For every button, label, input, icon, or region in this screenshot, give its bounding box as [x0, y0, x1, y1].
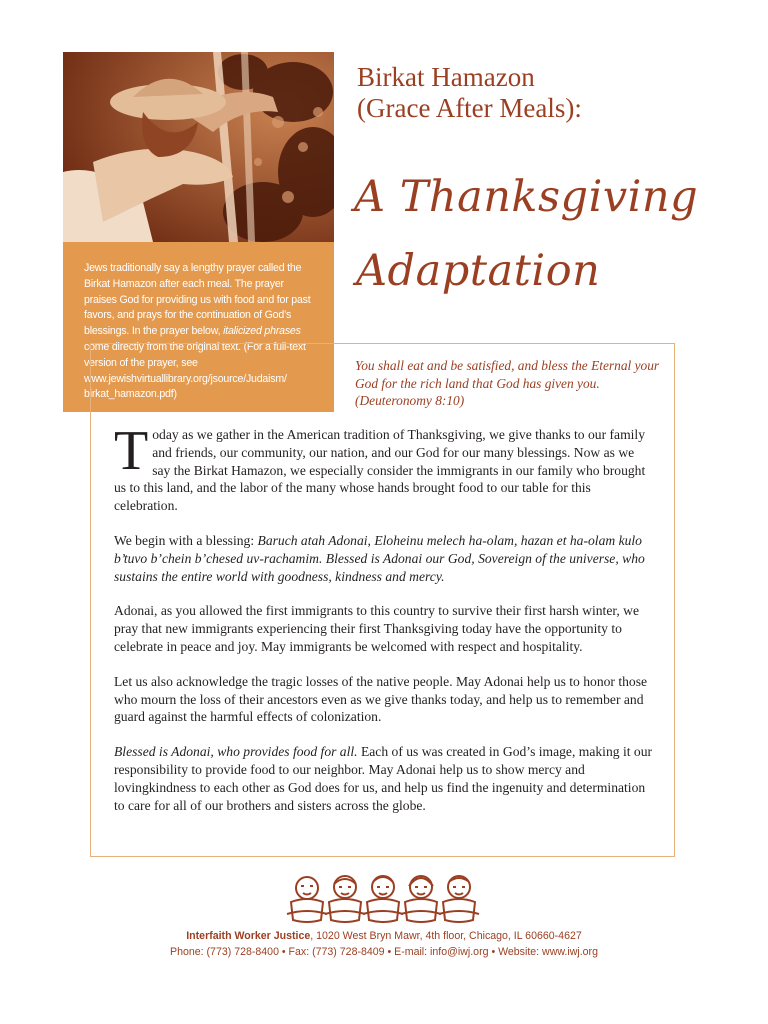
title-line-2: (Grace After Meals): [357, 93, 582, 123]
farmworker-photo [63, 52, 334, 242]
footer-address: , 1020 West Bryn Mawr, 4th floor, Chicago, IL 60660-4627 [310, 930, 582, 942]
page-title [357, 62, 687, 124]
script-title-line-2: Adaptation [356, 246, 601, 296]
prayer-body [114, 420, 654, 831]
script-title-line-1: A Thanksgiving [354, 172, 699, 222]
paragraph-2 [114, 532, 654, 585]
title-line-1: Birkat Hamazon [357, 62, 535, 92]
paragraph-1 [114, 420, 654, 515]
footer-contact: Phone: (773) 728-8400 • Fax: (773) 728-8409 • E-mail: info@iwj.org • Website: www.iwj.org [170, 945, 598, 958]
footer-org-name: Interfaith Worker Justice [186, 930, 311, 942]
footer-address-line [0, 929, 768, 945]
footer [0, 929, 768, 960]
caption-text-continued: come directly from the original text. (For a full-text version of the prayer, see www.jewishvirtuallibrary.org/jsource/Judaism/ birkat_hamazon.pdf) [84, 340, 306, 401]
drop-cap: T [114, 420, 149, 482]
caption-italic-text: italicized phrases [223, 325, 301, 338]
iwj-logo-figures [285, 872, 483, 928]
paragraph-3: Adonai, as you allowed the first immigrants to this country to survive their first harsh winter, we pray that new immigrants experiencing their first Thanksgiving today have the opportunity to celebrate in peace and joy. May immigrants be welcomed with respect and hospitality. [114, 603, 639, 654]
paragraph-1-text: oday as we gather in the American tradition of Thanksgiving, we give thanks to our family and friends, our community, our nation, and our God for our many blessings. Now as we say the Birkat Hamazon, we especially consider the immigrants in our family who brought us to this land, and the labor of the many whose hands brought food to our table for this celebration. [114, 427, 646, 514]
paragraph-5 [114, 743, 654, 814]
blessing-text: Baruch atah Adonai, Eloheinu melech ha-olam, hazan et ha-olam kulo b’tuvo b’chein b’chesed uv-rachamim. Blessed is Adonai our God, Sovereign of the universe, who sustains the entire world with goodness, kindness and mercy. [114, 532, 645, 584]
scripture-quote: You shall eat and be satisfied, and bless the Eternal your God for the rich land that God has given you. (Deuteronomy 8:10) [355, 358, 660, 408]
script-title [354, 160, 714, 308]
paragraph-5-text: Each of us was created in God’s image, making it our responsibility to provide food to our neighbor. May Adonai help us to show mercy and lovingkindness to each other as God does for us, and help us find the ingenuity and determination to care for all of our brothers and sisters across the globe. [114, 744, 653, 813]
paragraph-4: Let us also acknowledge the tragic losses of the native people. May Adonai help us to honor those who mourn the loss of their ancestors even as we give thanks today, and help us to remember and guard against the harmful effects of colonization. [114, 673, 648, 725]
paragraph-2-text: We begin with a blessing: [114, 532, 258, 548]
caption-text: Jews traditionally say a lengthy prayer called the Birkat Hamazon after each meal. The prayer praises God for providing us with food and for past favors, and prays for the continuation of God’s blessings. In the prayer below, [84, 262, 311, 338]
paragraph-5-italic: Blessed is Adonai, who provides food for all. [114, 744, 358, 760]
